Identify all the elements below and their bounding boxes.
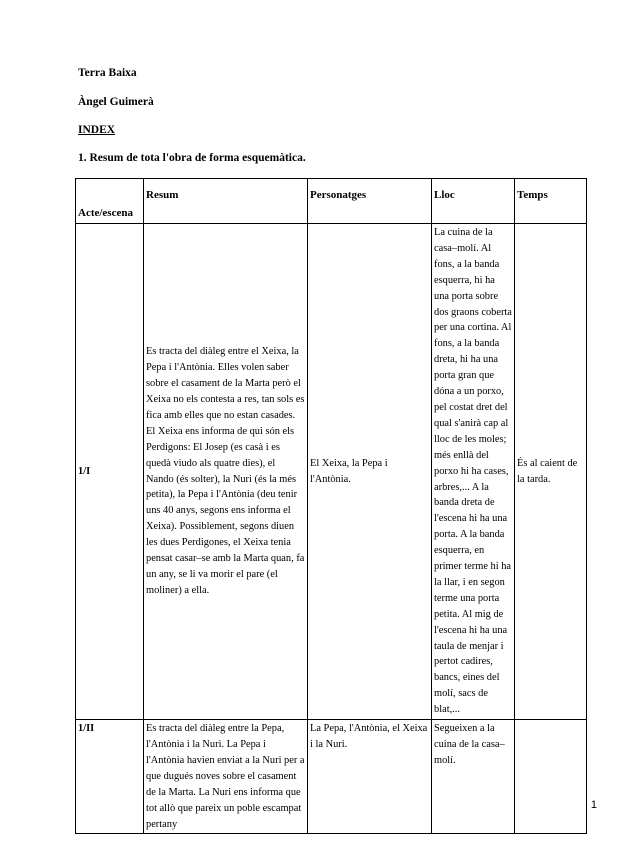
table-row: [76, 224, 587, 720]
header-lloc: Lloc: [432, 179, 515, 224]
index-heading: INDEX: [78, 124, 116, 136]
page-number: 1: [590, 799, 597, 811]
cell-resum: Es tracta del diàleg entre la Pepa, l'Antònia i la Nuri. La Pepa i l'Antònia havien enviat a la Nuri per a que dugués noves sobre el casament de la Marta. La Nuri ens informa que tot allò que pareix un poble escampat pertany: [144, 720, 308, 834]
header-acte: Acte/escena: [76, 179, 144, 224]
header-resum: Resum: [144, 179, 308, 224]
section-heading: 1. Resum de tota l'obra de forma esquemàtica.: [78, 152, 306, 164]
cell-resum: Es tracta del diàleg entre el Xeixa, la Pepa i l'Antònia. Elles volen saber sobre el casament de la Marta però el Xeixa no els contesta a res, tan sols es fica amb elles que no estan casades. El Xeixa ens informa de qui són els Perdigons: El Josep (es casà i es quedà viudo als quatre dies), el Nando (és solter), la Nuri (és la més petita), la Pepa i l'Antònia (deu tenir uns 40 anys, segons ens informa el Xeixa). Possiblement, segons diuen les dues Perdigones, el Xeixa tenia pensat casar–se amb la Marta quan, fa un any, se li va morir el pare (el moliner) a ella.: [144, 224, 308, 720]
summary-table: [75, 178, 587, 834]
cell-personatges: El Xeixa, la Pepa i l'Antònia.: [308, 224, 432, 720]
table-header-row: [76, 179, 587, 224]
cell-temps: És al caient de la tarda.: [515, 224, 587, 720]
cell-personatges: La Pepa, l'Antònia, el Xeixa i la Nuri.: [308, 720, 432, 834]
cell-temps: [515, 720, 587, 834]
header-temps: Temps: [515, 179, 587, 224]
header-personatges: Personatges: [308, 179, 432, 224]
document-title: Terra Baixa: [78, 67, 137, 79]
cell-acte: 1/II: [76, 720, 144, 834]
document-author: Àngel Guimerà: [78, 96, 154, 108]
cell-lloc: Segueixen a la cuina de la casa–molí.: [432, 720, 515, 834]
table-row: [76, 720, 587, 834]
cell-lloc: La cuina de la casa–molí. Al fons, a la banda esquerra, hi ha una porta sobre dos graons coberta per una cortina. Al fons, a la banda dreta, hi ha una porta gran que dóna a un porxo, pel costat dret del qual s'anirà cap al lloc de les moles; més enllà del porxo hi ha cases, arbres,... A la banda dreta de l'escena hi ha una porta. A la banda esquerra, en primer terme hi ha la llar, i en segon terme una porta petita. Al mig de l'escena hi ha una taula de menjar i pertot cadires, bancs, eines del molí, sacs de blat,...: [432, 224, 515, 720]
cell-acte: 1/I: [76, 224, 144, 720]
